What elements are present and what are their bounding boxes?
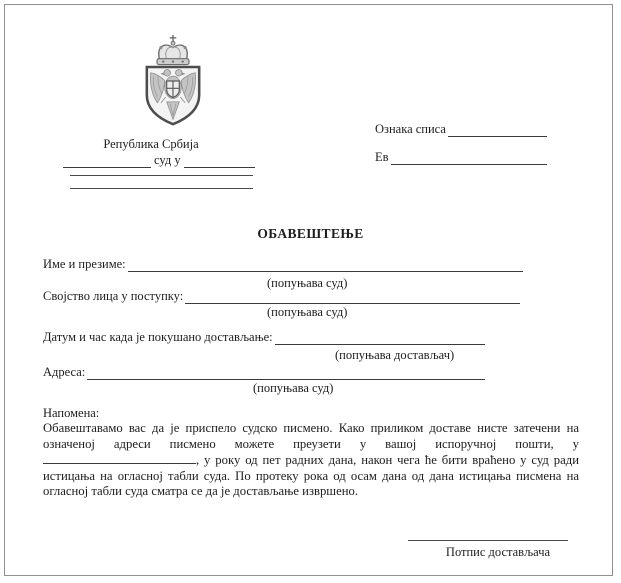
remark-heading: Напомена: xyxy=(43,406,100,420)
field-label-capacity: Својство лица у поступку: xyxy=(43,289,184,303)
ev-ref-blank[interactable] xyxy=(391,151,547,165)
ev-ref-row xyxy=(375,150,547,165)
ev-ref-label: Ев xyxy=(375,150,389,164)
court-city-blank[interactable] xyxy=(184,154,255,168)
field-row-address xyxy=(43,365,485,380)
remark-text-after-blank: , у року од пет радних дана, након чега ће бити враћено у суд ради истицања на огласној табли суда. По протеку рока од осам дана од дана истицања писмена на огласној табли суда сматра се да је достављање извршено. xyxy=(43,453,579,499)
field-label-address: Адреса: xyxy=(43,365,86,379)
address-blank[interactable] xyxy=(87,366,485,380)
country-name: Република Србија xyxy=(103,137,199,151)
serbia-coat-of-arms-icon xyxy=(134,33,212,130)
field-row-delivery-datetime xyxy=(43,330,485,345)
case-ref-blank[interactable] xyxy=(448,123,547,137)
delivery-datetime-blank[interactable] xyxy=(275,331,485,345)
court-label: суд у xyxy=(154,153,181,167)
court-address-line-1[interactable] xyxy=(70,175,253,176)
field-note-capacity: (попуњава суд) xyxy=(267,305,348,319)
name-blank[interactable] xyxy=(128,258,523,272)
field-note-name: (попуњава суд) xyxy=(267,276,348,290)
post-office-blank[interactable] xyxy=(43,452,196,464)
case-ref-row xyxy=(375,122,547,137)
document-title: ОБАВЕШТЕЊЕ xyxy=(257,226,364,241)
field-label-delivery-datetime: Датум и час када је покушано достављање: xyxy=(43,330,273,344)
court-name-blank[interactable] xyxy=(63,154,151,168)
field-label-name: Име и презиме: xyxy=(43,257,126,271)
signature-label: Потпис достављача xyxy=(445,545,551,559)
remark-paragraph xyxy=(43,421,579,500)
court-name-row xyxy=(63,153,255,168)
field-note-address: (попуњава суд) xyxy=(253,381,334,395)
field-row-name xyxy=(43,257,523,272)
court-address-line-2[interactable] xyxy=(70,188,253,189)
case-ref-label: Ознака списа xyxy=(375,122,446,136)
field-row-capacity xyxy=(43,289,520,304)
remark-text-before-blank: Обавештавамо вас да је приспело судско писмено. Како приликом доставе нисте затечени на означеној адреси писмено можете преузети у вашој испоручној пошти, у xyxy=(43,421,579,451)
field-note-delivery-datetime: (попуњава достављач) xyxy=(335,348,455,362)
signature-line[interactable] xyxy=(408,540,568,541)
capacity-blank[interactable] xyxy=(185,290,520,304)
